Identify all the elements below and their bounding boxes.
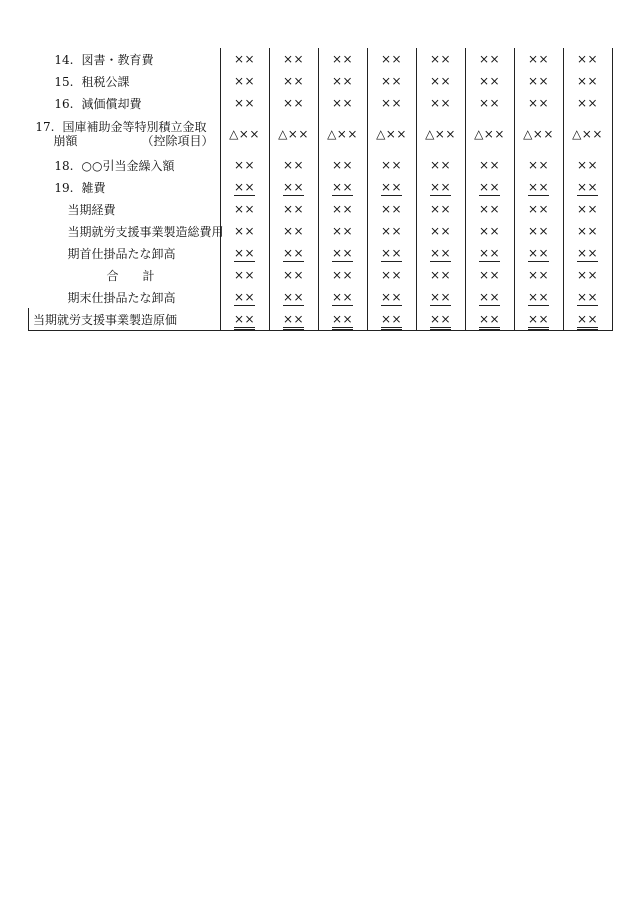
amount-value: ×× bbox=[282, 52, 305, 66]
amount-value: ×× bbox=[478, 268, 501, 282]
amount-cell bbox=[220, 92, 269, 114]
row-label bbox=[29, 179, 220, 196]
row-label: 当期経費 bbox=[67, 202, 116, 217]
amount-cell bbox=[269, 242, 318, 264]
amount-value: ×× bbox=[234, 312, 255, 330]
amount-value: ×× bbox=[478, 74, 501, 88]
amount-cell bbox=[563, 92, 612, 114]
amount-cell bbox=[416, 308, 465, 331]
amount-value: ×× bbox=[576, 246, 599, 260]
amount-value: △×× bbox=[523, 127, 554, 141]
amount-cell bbox=[563, 286, 612, 308]
amount-cell bbox=[514, 154, 563, 176]
amount-cell bbox=[220, 220, 269, 242]
amount-value: ×× bbox=[282, 202, 305, 216]
row-label: 当期就労支援事業製造総費用 bbox=[67, 224, 224, 239]
amount-value: ×× bbox=[282, 224, 305, 238]
amount-value: ×× bbox=[527, 202, 550, 216]
amount-value: ×× bbox=[527, 268, 550, 282]
row-label-cell bbox=[29, 92, 221, 114]
amount-cell bbox=[367, 198, 416, 220]
amount-cell bbox=[416, 92, 465, 114]
amount-value: ×× bbox=[576, 224, 599, 238]
amount-cell bbox=[514, 308, 563, 331]
amount-value: ×× bbox=[527, 96, 550, 110]
amount-cell bbox=[514, 92, 563, 114]
row-number: 17. bbox=[35, 120, 55, 134]
cost-statement-table bbox=[28, 48, 613, 331]
amount-cell bbox=[563, 154, 612, 176]
amount-value: ×× bbox=[331, 158, 354, 172]
table-row bbox=[29, 286, 613, 308]
amount-value: ×× bbox=[478, 202, 501, 216]
table-row bbox=[29, 114, 613, 154]
amount-value: ×× bbox=[282, 158, 305, 172]
amount-cell bbox=[465, 308, 514, 331]
amount-cell bbox=[318, 242, 367, 264]
table-row bbox=[29, 264, 613, 286]
row-number: 16. bbox=[54, 96, 74, 111]
amount-value: △×× bbox=[474, 127, 505, 141]
amount-cell bbox=[367, 242, 416, 264]
row-number: 14. bbox=[54, 52, 74, 67]
amount-value: ×× bbox=[282, 290, 305, 304]
amount-cell bbox=[269, 308, 318, 331]
amount-value: ×× bbox=[430, 312, 451, 330]
row-label-line1 bbox=[35, 120, 220, 134]
amount-value: ×× bbox=[282, 246, 305, 260]
amount-value: ×× bbox=[282, 268, 305, 282]
amount-cell bbox=[416, 286, 465, 308]
amount-cell bbox=[367, 70, 416, 92]
amount-value: ×× bbox=[331, 180, 354, 194]
amount-value: ×× bbox=[233, 268, 256, 282]
amount-cell bbox=[514, 242, 563, 264]
amount-value: ×× bbox=[332, 312, 353, 330]
amount-value: ×× bbox=[576, 202, 599, 216]
row-number: 18. bbox=[54, 158, 74, 173]
amount-value: ×× bbox=[233, 52, 256, 66]
amount-cell bbox=[367, 154, 416, 176]
amount-value: ×× bbox=[576, 96, 599, 110]
row-number: 19. bbox=[54, 180, 74, 195]
amount-cell bbox=[563, 176, 612, 198]
amount-value: △×× bbox=[376, 127, 407, 141]
amount-cell bbox=[416, 220, 465, 242]
amount-cell bbox=[514, 198, 563, 220]
amount-cell bbox=[220, 264, 269, 286]
row-label-text: 雑費 bbox=[81, 180, 106, 195]
amount-value: ×× bbox=[233, 202, 256, 216]
amount-cell bbox=[514, 286, 563, 308]
amount-cell bbox=[220, 70, 269, 92]
amount-value: ×× bbox=[478, 52, 501, 66]
amount-cell bbox=[269, 286, 318, 308]
amount-value: ×× bbox=[282, 180, 305, 194]
amount-cell bbox=[367, 114, 416, 154]
amount-value: ×× bbox=[528, 312, 549, 330]
amount-cell bbox=[220, 154, 269, 176]
amount-value: ×× bbox=[478, 290, 501, 304]
amount-value: ×× bbox=[331, 74, 354, 88]
amount-value: ×× bbox=[478, 96, 501, 110]
amount-cell bbox=[269, 176, 318, 198]
row-label-cell bbox=[29, 220, 224, 242]
final-total-label: 当期就労支援事業製造原価 bbox=[33, 312, 178, 327]
amount-cell bbox=[563, 308, 612, 331]
amount-cell bbox=[318, 70, 367, 92]
amount-value: ×× bbox=[479, 312, 500, 330]
amount-cell bbox=[367, 264, 416, 286]
amount-value: ×× bbox=[380, 202, 403, 216]
amount-cell bbox=[269, 114, 318, 154]
amount-cell bbox=[465, 198, 514, 220]
amount-cell bbox=[220, 242, 269, 264]
amount-value: ×× bbox=[527, 246, 550, 260]
amount-value: ×× bbox=[576, 268, 599, 282]
amount-value: ×× bbox=[527, 52, 550, 66]
row-label-note: （控除項目） bbox=[141, 134, 214, 148]
amount-value: △×× bbox=[425, 127, 456, 141]
amount-value: ×× bbox=[380, 158, 403, 172]
row-label-cell bbox=[29, 264, 221, 286]
amount-value: ×× bbox=[331, 290, 354, 304]
amount-cell bbox=[367, 308, 416, 331]
amount-cell bbox=[220, 114, 269, 154]
row-label-cell bbox=[29, 154, 221, 176]
amount-value: △×× bbox=[229, 127, 260, 141]
amount-value: ×× bbox=[233, 74, 256, 88]
row-label-cell bbox=[29, 286, 221, 308]
row-label-text: ○○引当金繰入額 bbox=[81, 158, 175, 173]
amount-cell bbox=[514, 70, 563, 92]
amount-cell bbox=[416, 114, 465, 154]
amount-cell bbox=[318, 114, 367, 154]
amount-value: ×× bbox=[478, 158, 501, 172]
amount-cell bbox=[514, 220, 563, 242]
amount-value: ×× bbox=[282, 74, 305, 88]
row-label-cell bbox=[29, 308, 221, 331]
amount-value: ×× bbox=[233, 224, 256, 238]
row-label-line2 bbox=[48, 134, 220, 148]
amount-cell bbox=[514, 176, 563, 198]
amount-cell bbox=[514, 264, 563, 286]
amount-value: ×× bbox=[527, 290, 550, 304]
table-row bbox=[29, 220, 613, 242]
amount-value: ×× bbox=[527, 158, 550, 172]
amount-cell bbox=[318, 48, 367, 70]
amount-value: △×× bbox=[278, 127, 309, 141]
amount-value: ×× bbox=[527, 180, 550, 194]
amount-value: ×× bbox=[429, 180, 452, 194]
amount-cell bbox=[318, 92, 367, 114]
row-label-cell bbox=[29, 242, 221, 264]
amount-value: ×× bbox=[429, 96, 452, 110]
amount-cell bbox=[318, 264, 367, 286]
amount-value: ×× bbox=[380, 224, 403, 238]
subtotal-label: 合 計 bbox=[106, 268, 155, 283]
amount-value: ×× bbox=[282, 96, 305, 110]
table-row bbox=[29, 48, 613, 70]
amount-value: ×× bbox=[380, 74, 403, 88]
amount-cell bbox=[220, 48, 269, 70]
amount-cell bbox=[465, 176, 514, 198]
amount-cell bbox=[318, 308, 367, 331]
amount-value: △×× bbox=[572, 127, 603, 141]
amount-cell bbox=[563, 114, 612, 154]
amount-cell bbox=[318, 154, 367, 176]
row-label-continuation: 崩額 bbox=[53, 134, 78, 148]
amount-cell bbox=[318, 198, 367, 220]
amount-value: ×× bbox=[380, 52, 403, 66]
table-row bbox=[29, 154, 613, 176]
amount-value: ×× bbox=[233, 158, 256, 172]
amount-value: ×× bbox=[576, 158, 599, 172]
row-label-text: 国庫補助金等特別積立金取 bbox=[62, 120, 207, 134]
amount-value: ×× bbox=[380, 96, 403, 110]
amount-value: ×× bbox=[429, 246, 452, 260]
row-label: 期末仕掛品たな卸高 bbox=[67, 290, 176, 305]
amount-cell bbox=[220, 176, 269, 198]
table-row bbox=[29, 92, 613, 114]
amount-cell bbox=[318, 220, 367, 242]
amount-cell bbox=[220, 308, 269, 331]
amount-cell bbox=[416, 48, 465, 70]
amount-cell bbox=[367, 220, 416, 242]
amount-cell bbox=[563, 242, 612, 264]
row-label-cell bbox=[29, 48, 221, 70]
amount-value: ×× bbox=[478, 224, 501, 238]
amount-cell bbox=[269, 70, 318, 92]
row-label-text: 図書・教育費 bbox=[81, 52, 154, 67]
amount-cell bbox=[416, 264, 465, 286]
amount-value: ×× bbox=[233, 96, 256, 110]
amount-value: ×× bbox=[478, 246, 501, 260]
amount-cell bbox=[465, 220, 514, 242]
amount-cell bbox=[563, 70, 612, 92]
row-label-cell bbox=[29, 198, 221, 220]
row-label: 期首仕掛品たな卸高 bbox=[67, 246, 176, 261]
amount-value: ×× bbox=[380, 268, 403, 282]
amount-cell bbox=[465, 264, 514, 286]
amount-value: ×× bbox=[429, 224, 452, 238]
amount-value: ×× bbox=[527, 224, 550, 238]
amount-cell bbox=[563, 198, 612, 220]
amount-cell bbox=[465, 286, 514, 308]
amount-value: ×× bbox=[478, 180, 501, 194]
amount-value: ×× bbox=[576, 74, 599, 88]
amount-cell bbox=[269, 154, 318, 176]
amount-cell bbox=[416, 176, 465, 198]
amount-cell bbox=[367, 92, 416, 114]
table-row bbox=[29, 308, 613, 331]
row-label-text: 租税公課 bbox=[81, 74, 130, 89]
amount-value: ×× bbox=[429, 158, 452, 172]
amount-cell bbox=[318, 286, 367, 308]
amount-value: ×× bbox=[380, 290, 403, 304]
amount-cell bbox=[367, 48, 416, 70]
amount-value: ×× bbox=[429, 268, 452, 282]
amount-value: ×× bbox=[331, 52, 354, 66]
amount-value: ×× bbox=[331, 202, 354, 216]
amount-cell bbox=[416, 154, 465, 176]
amount-cell bbox=[220, 286, 269, 308]
row-label bbox=[29, 95, 220, 112]
amount-cell bbox=[563, 220, 612, 242]
amount-cell bbox=[416, 198, 465, 220]
amount-cell bbox=[563, 48, 612, 70]
amount-value: ×× bbox=[331, 96, 354, 110]
amount-cell bbox=[367, 176, 416, 198]
amount-cell bbox=[318, 176, 367, 198]
amount-value: ×× bbox=[331, 268, 354, 282]
row-label-cell bbox=[29, 114, 221, 154]
amount-cell bbox=[465, 114, 514, 154]
amount-value: ×× bbox=[576, 180, 599, 194]
amount-cell bbox=[367, 286, 416, 308]
amount-cell bbox=[269, 198, 318, 220]
row-label bbox=[29, 51, 220, 68]
amount-value: ×× bbox=[381, 312, 402, 330]
amount-value: ×× bbox=[380, 180, 403, 194]
amount-cell bbox=[269, 92, 318, 114]
amount-value: ×× bbox=[429, 74, 452, 88]
amount-value: ×× bbox=[576, 290, 599, 304]
amount-cell bbox=[416, 70, 465, 92]
amount-cell bbox=[465, 154, 514, 176]
amount-value: ×× bbox=[233, 180, 256, 194]
amount-cell bbox=[465, 70, 514, 92]
row-label-cell bbox=[29, 70, 221, 92]
amount-value: ×× bbox=[577, 312, 598, 330]
amount-value: △×× bbox=[327, 127, 358, 141]
amount-value: ×× bbox=[233, 290, 256, 304]
amount-cell bbox=[220, 198, 269, 220]
table-row bbox=[29, 198, 613, 220]
amount-cell bbox=[465, 92, 514, 114]
row-label-cell bbox=[29, 176, 221, 198]
amount-cell bbox=[416, 242, 465, 264]
amount-value: ×× bbox=[429, 290, 452, 304]
row-label bbox=[29, 157, 220, 174]
row-label bbox=[29, 73, 220, 90]
amount-value: ×× bbox=[233, 246, 256, 260]
amount-cell bbox=[269, 48, 318, 70]
amount-value: ×× bbox=[429, 202, 452, 216]
row-number: 15. bbox=[54, 74, 74, 89]
amount-value: ×× bbox=[331, 246, 354, 260]
table-row bbox=[29, 176, 613, 198]
amount-value: ×× bbox=[283, 312, 304, 330]
table-row bbox=[29, 242, 613, 264]
amount-cell bbox=[465, 48, 514, 70]
row-label-text: 減価償却費 bbox=[81, 96, 142, 111]
table-row bbox=[29, 70, 613, 92]
amount-value: ×× bbox=[527, 74, 550, 88]
amount-value: ×× bbox=[429, 52, 452, 66]
amount-cell bbox=[563, 264, 612, 286]
row-label-multiline bbox=[29, 120, 220, 148]
amount-cell bbox=[269, 264, 318, 286]
amount-value: ×× bbox=[331, 224, 354, 238]
amount-cell bbox=[514, 48, 563, 70]
amount-cell bbox=[269, 220, 318, 242]
amount-value: ×× bbox=[380, 246, 403, 260]
amount-cell bbox=[465, 242, 514, 264]
amount-value: ×× bbox=[576, 52, 599, 66]
amount-cell bbox=[514, 114, 563, 154]
